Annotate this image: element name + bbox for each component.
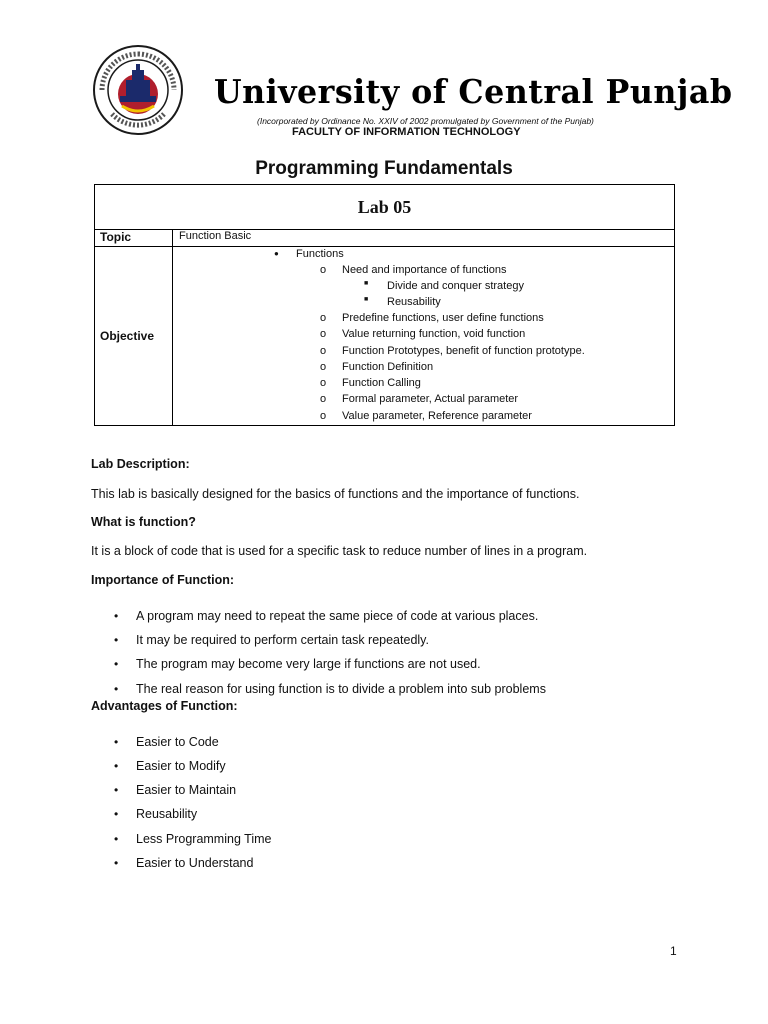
bullet-icon: •	[114, 682, 119, 696]
page-number: 1	[670, 944, 677, 958]
objective-bullet-marker: o	[320, 312, 327, 324]
bullet-icon: •	[114, 783, 119, 797]
objective-item: Function Calling	[342, 377, 421, 389]
objective-bullet-marker: o	[320, 361, 327, 373]
bullet-icon: •	[114, 609, 119, 623]
topic-label: Topic	[95, 230, 173, 247]
bullet-icon: •	[114, 633, 119, 647]
objective-item: Function Definition	[342, 361, 434, 373]
bullet-icon: •	[114, 735, 119, 749]
importance-heading: Importance of Function:	[91, 573, 235, 587]
university-name: University of Central Punjab	[214, 72, 733, 111]
bullet-icon: •	[114, 657, 119, 671]
advantages-item: Less Programming Time	[136, 832, 272, 846]
incorporation-note: (Incorporated by Ordinance No. XXIV of 2002 promulgated by Government of the Punjab)	[257, 116, 594, 126]
bullet-icon: •	[114, 759, 119, 773]
objective-bullet-marker: ■	[364, 296, 369, 303]
objective-bullet-marker: o	[320, 328, 327, 340]
advantages-item: Easier to Understand	[136, 856, 254, 870]
objective-bullet-marker: o	[320, 393, 327, 405]
lab-description-text: This lab is basically designed for the basics of functions and the importance of functions.	[91, 487, 580, 501]
objective-bullet-marker: ●	[274, 249, 279, 258]
objective-item: Value parameter, Reference parameter	[342, 410, 532, 422]
objective-item: Divide and conquer strategy	[387, 280, 524, 292]
faculty-name: FACULTY OF INFORMATION TECHNOLOGY	[292, 126, 521, 138]
objective-bullet-marker: o	[320, 345, 327, 357]
objective-item: Function Prototypes, benefit of function prototype.	[342, 345, 585, 357]
university-seal-logo	[92, 44, 184, 136]
advantages-item: Easier to Modify	[136, 759, 226, 773]
advantages-item: Easier to Maintain	[136, 783, 237, 797]
objective-bullet-marker: o	[320, 410, 327, 422]
objective-item: Reusability	[387, 296, 441, 308]
lab-info-table	[94, 184, 675, 426]
bullet-icon: •	[114, 807, 119, 821]
objective-list	[173, 247, 675, 426]
lab-title: Lab 05	[95, 185, 675, 230]
objective-item: Predefine functions, user define functions	[342, 312, 544, 324]
advantages-item: Reusability	[136, 807, 198, 821]
importance-item: It may be required to perform certain task repeatedly.	[136, 633, 429, 647]
advantages-heading: Advantages of Function:	[91, 699, 238, 713]
bullet-icon: •	[114, 856, 119, 870]
what-is-function-text: It is a block of code that is used for a specific task to reduce number of lines in a program.	[91, 544, 588, 558]
objective-item: Value returning function, void function	[342, 328, 526, 340]
objective-label: Objective	[95, 247, 173, 426]
course-title: Programming Fundamentals	[255, 158, 513, 179]
what-is-function-heading: What is function?	[91, 515, 196, 529]
objective-item: Functions	[296, 248, 344, 260]
bullet-icon: •	[114, 832, 119, 846]
objective-item: Need and importance of functions	[342, 264, 507, 276]
objective-bullet-marker: o	[320, 377, 327, 389]
advantages-item: Easier to Code	[136, 735, 219, 749]
objective-item: Formal parameter, Actual parameter	[342, 393, 519, 405]
importance-item: A program may need to repeat the same piece of code at various places.	[136, 609, 539, 623]
objective-bullet-marker: o	[320, 264, 327, 276]
lab-description-heading: Lab Description:	[91, 457, 190, 471]
topic-value: Function Basic	[173, 230, 675, 247]
importance-item: The program may become very large if functions are not used.	[136, 657, 481, 671]
importance-item: The real reason for using function is to divide a problem into sub problems	[136, 682, 546, 696]
objective-bullet-marker: ■	[364, 280, 369, 287]
